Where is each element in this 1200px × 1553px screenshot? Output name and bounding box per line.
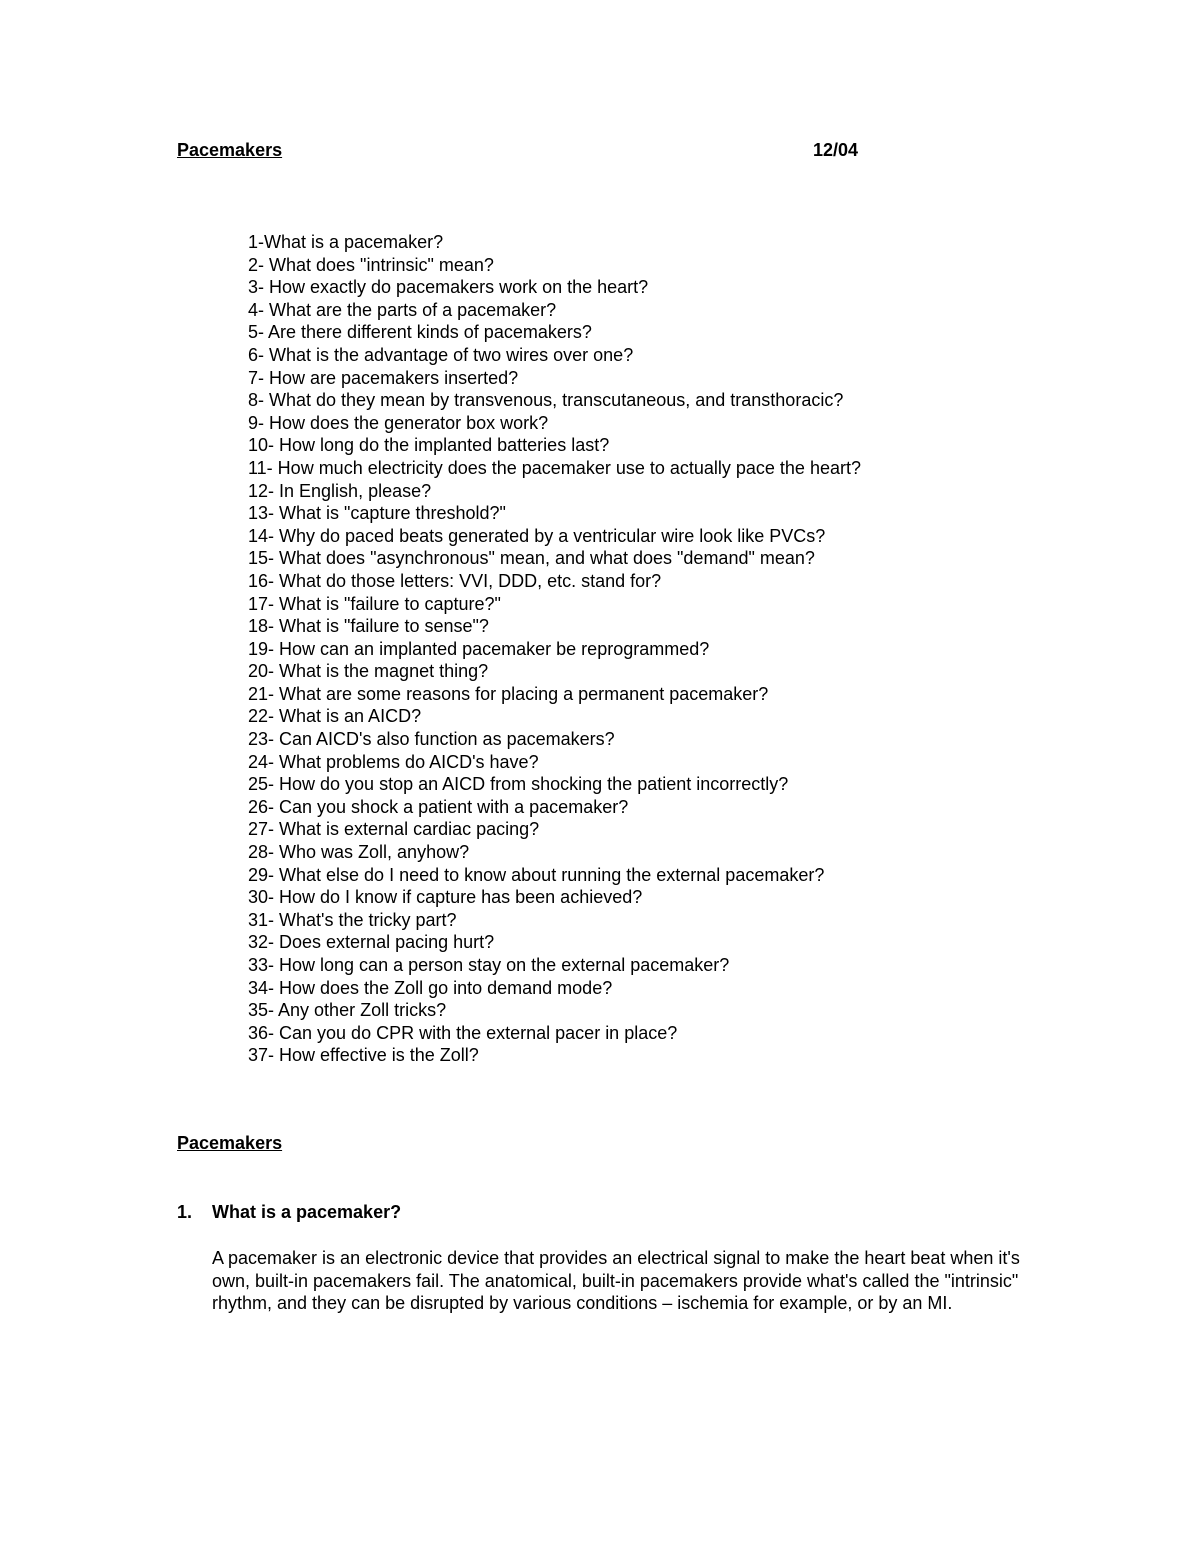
question-list-item: 17- What is "failure to capture?" [248,593,501,614]
document-title: Pacemakers [177,140,283,160]
document-header [177,140,877,166]
question-heading [177,1202,401,1223]
question-list-item: 37- How effective is the Zoll? [248,1045,479,1066]
question-list-item: 5- Are there different kinds of pacemakers? [248,322,592,343]
question-list-item: 2- What does "intrinsic" mean? [248,254,494,275]
question-list-item: 36- Can you do CPR with the external pacer in place? [248,1022,678,1043]
question-list-item: 6- What is the advantage of two wires over one? [248,344,634,365]
question-list-item: 27- What is external cardiac pacing? [248,819,540,840]
question-list-item: 22- What is an AICD? [248,706,422,727]
question-list-item: 26- Can you shock a patient with a pacemaker? [248,796,629,817]
question-list-item: 19- How can an implanted pacemaker be reprogrammed? [248,638,710,659]
question-list-item: 34- How does the Zoll go into demand mode? [248,977,613,998]
question-list-item: 23- Can AICD's also function as pacemakers? [248,729,615,750]
question-list-item: 13- What is "capture threshold?" [248,503,506,524]
question-list-item: 30- How do I know if capture has been achieved? [248,887,643,908]
question-list-item: 20- What is the magnet thing? [248,661,489,682]
question-list-item: 4- What are the parts of a pacemaker? [248,299,557,320]
question-list-item: 9- How does the generator box work? [248,412,549,433]
question-number: 1. [177,1202,193,1222]
question-list-item: 8- What do they mean by transvenous, transcutaneous, and transthoracic? [248,390,844,411]
question-list-item: 35- Any other Zoll tricks? [248,1000,447,1021]
question-list-item: 7- How are pacemakers inserted? [248,367,519,388]
question-list-item: 25- How do you stop an AICD from shocking the patient incorrectly? [248,774,789,795]
question-list-item: 33- How long can a person stay on the external pacemaker? [248,955,730,975]
question-list-item: 15- What does "asynchronous" mean, and what does "demand" mean? [248,548,815,569]
question-text: What is a pacemaker? [212,1202,402,1222]
question-list-item: 28- Who was Zoll, anyhow? [248,842,470,863]
question-list-item: 31- What's the tricky part? [248,909,457,930]
answer-paragraph: A pacemaker is an electronic device that provides an electrical signal to make the heart beat when it's own, built-in pacemakers fail. The anatomical, built-in pacemakers provide what's called the "intrinsic" rhythm, and they can be disrupted by various conditions – ischemia for example, or by an MI. [212,1248,1020,1314]
question-list-item: 16- What do those letters: VVI, DDD, etc. stand for? [248,570,662,591]
question-list-item: 18- What is "failure to sense"? [248,616,489,637]
question-list-item: 10- How long do the implanted batteries last? [248,435,610,456]
question-list-item: 11- How much electricity does the pacemaker use to actually pace the heart? [248,457,861,478]
question-list-item: 12- In English, please? [248,480,432,501]
question-list-item: 3- How exactly do pacemakers work on the heart? [248,277,649,298]
document-date: 12/04 [813,140,859,160]
question-list-item: 14- Why do paced beats generated by a ventricular wire look like PVCs? [248,525,826,546]
question-list-item: 29- What else do I need to know about running the external pacemaker? [248,864,825,885]
section-title: Pacemakers [177,1133,283,1153]
question-list-item: 1-What is a pacemaker? [248,232,444,252]
question-list-item: 32- Does external pacing hurt? [248,932,495,953]
question-list-item: 24- What problems do AICD's have? [248,751,539,772]
question-list-item: 21- What are some reasons for placing a permanent pacemaker? [248,683,769,704]
question-list [248,231,1148,1067]
